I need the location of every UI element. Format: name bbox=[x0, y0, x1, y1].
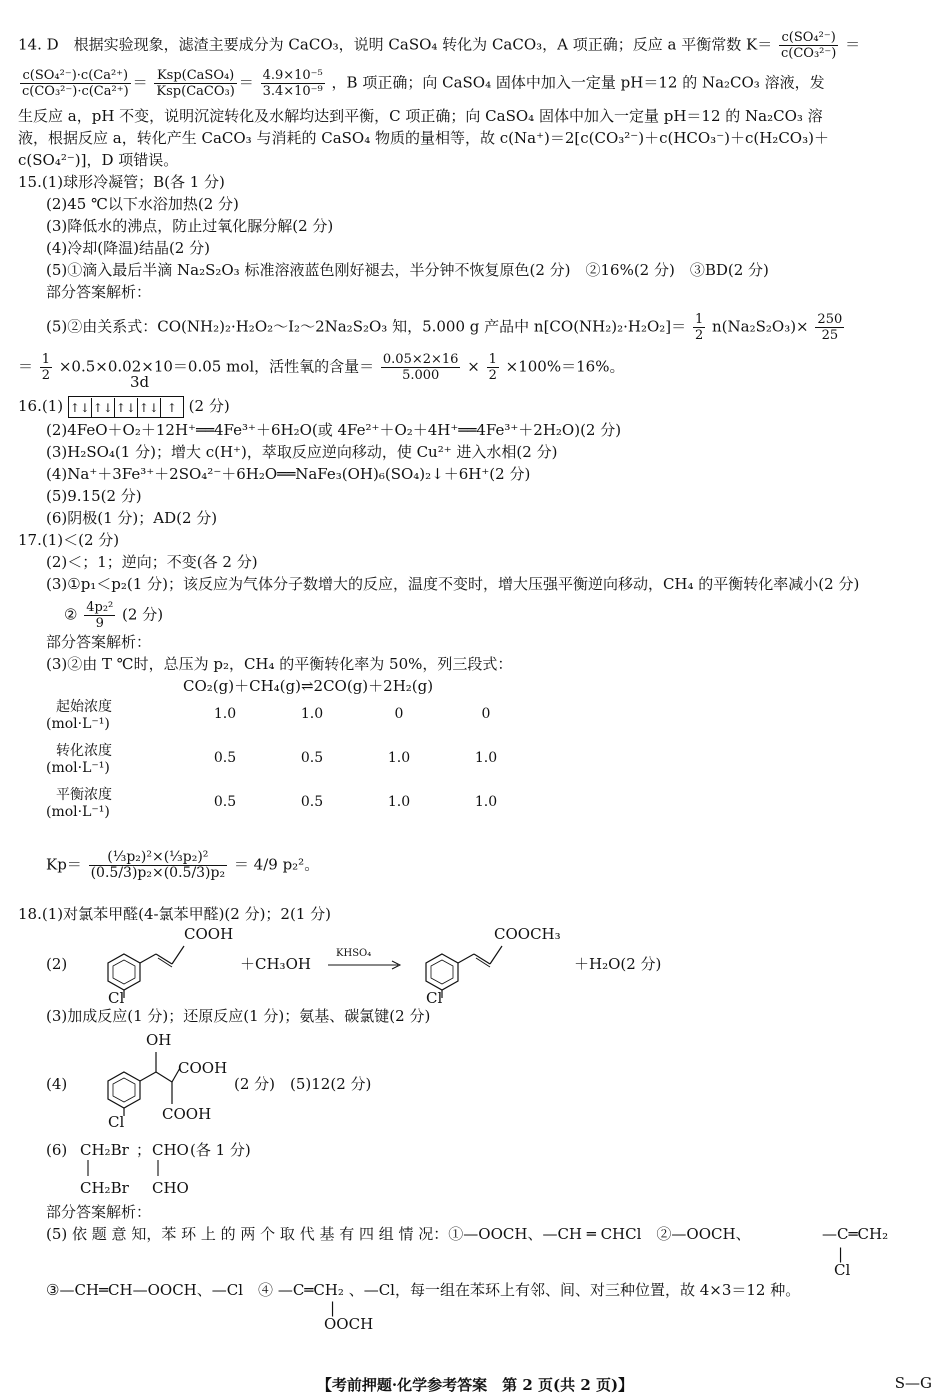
ice-cell: 1.0 bbox=[387, 794, 411, 810]
orbital-box: ↑↓ bbox=[115, 398, 138, 418]
kp-expression: Kp＝ $\frac{\text{(⅓p₂)²×(⅓p₂)²}}{\text{(0.5/3)p₂×(0.5/3)p₂}}$ ＝ 4/9 p₂²。 bbox=[46, 849, 320, 881]
ice-row-label: 平衡浓度 (mol·L⁻¹) bbox=[46, 787, 112, 820]
ice-cell: 1.0 bbox=[300, 706, 324, 722]
ice-row-label: 起始浓度 (mol·L⁻¹) bbox=[46, 699, 112, 732]
q15-head: 15.(1)球形冷凝管；B(各 1 分) bbox=[18, 173, 225, 191]
ice-row-label: 转化浓度 (mol·L⁻¹) bbox=[46, 743, 112, 776]
q14-line3: 生反应 a，pH 不变，说明沉淀转化及水解均达到平衡，C 项正确；向 CaSO₄ 固体中加入一定量 pH＝12 的 Na₂CO₃ 溶 bbox=[18, 107, 823, 125]
q14-line4: 液，根据反应 a，转化产生 CaCO₃ 与消耗的 CaSO₄ 物质的量相等，故 c(Na⁺)＝2[c(CO₃²⁻)＋c(HCO₃⁻)＋c(H₂CO₃)＋ bbox=[18, 129, 829, 147]
q17-head: 17.(1)＜(2 分) bbox=[18, 531, 120, 549]
orbital-box: ↑ bbox=[166, 401, 177, 415]
q15-line8: ＝ $\frac{1}{2}$ ×0.5×0.02×10＝0.05 mol，活性氧的含量＝ $\frac{0.05\times 2\times 16}{5.000}$ × $\frac{1}{2}$ ×100%＝16%。 bbox=[18, 352, 625, 383]
ice-cell: 0 bbox=[481, 706, 491, 722]
reaction-arrow bbox=[328, 960, 404, 970]
orbital-diagram bbox=[68, 396, 184, 418]
ice-cell: 1.0 bbox=[474, 794, 498, 810]
three-stage-table bbox=[46, 692, 534, 824]
ice-cell: 1.0 bbox=[213, 706, 237, 722]
catalyst-label: KHSO₄ bbox=[336, 948, 372, 959]
orbital-box: ↑↓ bbox=[138, 398, 161, 418]
ice-cell: 1.0 bbox=[387, 750, 411, 766]
paper-code: S—G bbox=[894, 1374, 932, 1392]
q14-line5: c(SO₄²⁻)]，D 项错误。 bbox=[18, 151, 179, 169]
ice-cell: 1.0 bbox=[474, 750, 498, 766]
q14-line2: $\frac{\text{c(SO₄²⁻)·c(Ca²⁺)}}{\text{c(CO₃²⁻)·c(Ca²⁺)}}$ ＝ $\frac{\text{Ksp(CaSO₄)}}{\text{Ksp(CaCO₃)}}$ ＝ $\frac{\text{4.9×10⁻⁵}}{\text{3.4×10⁻⁹}}$ ，B 项正确；向 CaSO₄ 固体中加入一定量 pH＝12 的 Na₂CO₃ 溶液，发 bbox=[22, 68, 825, 99]
orbital-box: ↑↓ bbox=[92, 398, 115, 418]
q15-line7: (5)②由关系式：CO(NH₂)₂·H₂O₂～I₂～2Na₂S₂O₃ 知，5.000 g 产品中 n[CO(NH₂)₂·H₂O₂]＝ $\frac{1}{2}$ n(Na₂S₂O₃)× $\frac{250}{25}$ bbox=[46, 312, 843, 343]
orbital-label: 3d bbox=[130, 373, 150, 391]
ice-row bbox=[46, 736, 534, 780]
ice-row bbox=[46, 780, 534, 824]
q18-head: 18.(1)对氯苯甲醛(4-氯苯甲醛)(2 分)；2(1 分) bbox=[18, 905, 331, 923]
ice-cell: 0.5 bbox=[300, 750, 324, 766]
reaction-equation: CO₂(g)＋CH₄(g)⇌2CO(g)＋2H₂(g) bbox=[183, 677, 434, 695]
ice-cell: 0.5 bbox=[300, 794, 324, 810]
ice-row bbox=[46, 692, 534, 736]
ice-cell: 0 bbox=[394, 706, 404, 722]
ice-cell: 0.5 bbox=[213, 750, 237, 766]
ice-cell: 0.5 bbox=[213, 794, 237, 810]
q16-head: 16.(1) ↑↓ ↑↓ ↑↓ ↑↓ ↑ (2 分) bbox=[18, 396, 230, 418]
q14-line1: 14. D 根据实验现象，滤渣主要成分为 CaCO₃，说明 CaSO₄ 转化为 CaCO₃，A 项正确；反应 a 平衡常数 K＝ $\frac{\text{c(SO₄²⁻)}}{\text{c(CO₃²⁻)}}$ ＝ bbox=[18, 30, 861, 61]
page-footer: 【考前押题·化学参考答案 第 2 页(共 2 页)】 bbox=[316, 1376, 634, 1394]
q18-line9: ③—CH═CH—OOCH、—Cl ④ —C═CH₂ 、—Cl，每一组在苯环上有邻、间、对三种位置，故 4×3＝12 种。 bbox=[46, 1281, 801, 1299]
orbital-box: ↑↓ bbox=[69, 398, 92, 418]
k-fraction: $\frac{\text{c(SO₄²⁻)}}{\text{c(CO₃²⁻)}}$ bbox=[780, 30, 837, 61]
